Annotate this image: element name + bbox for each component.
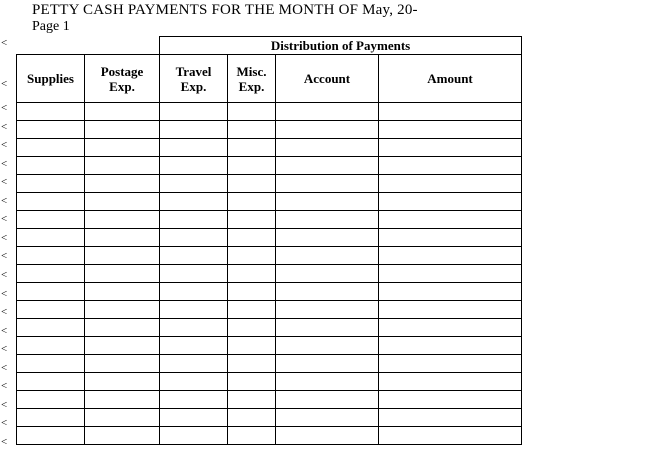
table-cell[interactable] [85,355,160,373]
table-cell[interactable] [379,211,522,229]
table-cell[interactable] [85,211,160,229]
table-cell[interactable] [379,319,522,337]
table-cell[interactable] [228,427,276,445]
table-cell[interactable] [17,427,85,445]
row-marker: < [1,213,8,226]
col-account: Account [276,55,379,103]
page-number: Page 1 [32,19,70,34]
row-marker: < [1,268,8,281]
table-cell[interactable] [379,139,522,157]
table-cell[interactable] [85,229,160,247]
table-cell[interactable] [160,283,228,301]
row-marker: < [1,176,8,189]
table-cell[interactable] [276,193,379,211]
table-cell[interactable] [379,121,522,139]
table-cell[interactable] [85,121,160,139]
table-cell[interactable] [379,337,522,355]
table-cell[interactable] [17,157,85,175]
table-cell[interactable] [17,409,85,427]
row-marker: < [1,343,8,356]
table-cell[interactable] [17,229,85,247]
table-row [17,301,522,319]
table-cell[interactable] [379,355,522,373]
table-cell[interactable] [276,409,379,427]
table-row [17,157,522,175]
row-marker: < [1,37,8,49]
table-cell[interactable] [379,409,522,427]
table-cell[interactable] [160,373,228,391]
col-misc: Misc. Exp. [228,55,276,103]
table-row [17,337,522,355]
table-row [17,409,522,427]
table-cell[interactable] [379,373,522,391]
table-cell[interactable] [17,103,85,121]
table-cell[interactable] [17,121,85,139]
table-cell[interactable] [379,391,522,409]
table-cell[interactable] [85,103,160,121]
table-cell[interactable] [228,301,276,319]
table-cell[interactable] [379,157,522,175]
table-cell[interactable] [228,103,276,121]
table-row [17,193,522,211]
row-marker: < [1,306,8,319]
table-cell[interactable] [379,103,522,121]
table-cell[interactable] [17,319,85,337]
table-cell[interactable] [85,319,160,337]
blank-header-cell [17,37,160,55]
table-cell[interactable] [17,301,85,319]
row-marker: < [1,139,8,152]
col-travel: Travel Exp. [160,55,228,103]
table-cell[interactable] [17,211,85,229]
row-marker: < [1,361,8,374]
table-cell[interactable] [276,265,379,283]
table-cell[interactable] [228,121,276,139]
table-cell[interactable] [160,139,228,157]
table-row [17,175,522,193]
table-cell[interactable] [160,247,228,265]
table-cell[interactable] [276,337,379,355]
row-marker: < [1,231,8,244]
row-marker: < [1,250,8,263]
table-cell[interactable] [228,229,276,247]
table-cell[interactable] [276,391,379,409]
table-cell[interactable] [276,427,379,445]
table-row [17,139,522,157]
table-cell[interactable] [276,283,379,301]
table-cell[interactable] [276,301,379,319]
table-cell[interactable] [160,229,228,247]
table-cell[interactable] [228,193,276,211]
row-marker: < [1,435,8,448]
row-marker: < [1,157,8,170]
col-supplies: Supplies [17,55,85,103]
row-marker: < [1,102,8,114]
table-cell[interactable] [17,193,85,211]
table-cell[interactable] [160,175,228,193]
table-cell[interactable] [228,283,276,301]
table-row [17,355,522,373]
table-row [17,391,522,409]
row-marker: < [1,287,8,300]
table-cell[interactable] [160,391,228,409]
table-cell[interactable] [276,355,379,373]
table-row [17,427,522,445]
table-cell[interactable] [228,247,276,265]
table-cell[interactable] [228,391,276,409]
page-title: PETTY CASH PAYMENTS FOR THE MONTH OF May, 20- [32,2,418,18]
table-row [17,319,522,337]
table-cell[interactable] [276,121,379,139]
row-marker: < [1,324,8,337]
table-cell[interactable] [17,355,85,373]
table-cell[interactable] [276,211,379,229]
table-cell[interactable] [160,211,228,229]
row-marker: < [1,78,8,90]
table-cell[interactable] [160,157,228,175]
table-cell[interactable] [85,427,160,445]
table-row [17,229,522,247]
table-cell[interactable] [228,157,276,175]
table-cell[interactable] [85,247,160,265]
table-cell[interactable] [379,427,522,445]
table-cell[interactable] [85,391,160,409]
table-cell[interactable] [228,139,276,157]
table-cell[interactable] [160,319,228,337]
table-cell[interactable] [276,247,379,265]
table-row [17,247,522,265]
table-cell[interactable] [276,103,379,121]
table-cell[interactable] [85,283,160,301]
table-cell[interactable] [17,337,85,355]
table-cell[interactable] [228,337,276,355]
table-cell[interactable] [276,319,379,337]
table-cell[interactable] [85,157,160,175]
table-cell[interactable] [160,193,228,211]
table-cell[interactable] [85,337,160,355]
table-cell[interactable] [17,175,85,193]
distribution-header: Distribution of Payments [160,37,522,55]
table-cell[interactable] [160,427,228,445]
table-row [17,373,522,391]
table-cell[interactable] [276,157,379,175]
table-cell[interactable] [17,247,85,265]
table-cell[interactable] [379,247,522,265]
table-cell[interactable] [379,229,522,247]
table-cell[interactable] [160,121,228,139]
table-cell[interactable] [85,301,160,319]
table-cell[interactable] [276,373,379,391]
table-cell[interactable] [17,265,85,283]
table-cell[interactable] [379,301,522,319]
petty-cash-table [16,36,522,445]
table-cell[interactable] [276,229,379,247]
row-marker: < [1,398,8,411]
row-marker: < [1,417,8,430]
table-cell[interactable] [379,283,522,301]
col-postage: Postage Exp. [85,55,160,103]
table-cell[interactable] [85,409,160,427]
table-cell[interactable] [379,175,522,193]
table-cell[interactable] [160,265,228,283]
row-marker: < [1,194,8,207]
column-header-row [17,55,522,103]
table-row [17,121,522,139]
table-cell[interactable] [160,301,228,319]
table-cell[interactable] [228,355,276,373]
table-cell[interactable] [379,265,522,283]
table-row [17,211,522,229]
table-cell[interactable] [85,175,160,193]
table-cell[interactable] [17,391,85,409]
table-cell[interactable] [85,265,160,283]
table-cell[interactable] [228,319,276,337]
row-marker: < [1,120,8,133]
table-cell[interactable] [228,265,276,283]
table-cell[interactable] [228,409,276,427]
table-cell[interactable] [160,409,228,427]
table-cell[interactable] [379,193,522,211]
table-cell[interactable] [17,283,85,301]
table-cell[interactable] [160,337,228,355]
table-row [17,103,522,121]
table-cell[interactable] [17,139,85,157]
col-amount: Amount [379,55,522,103]
table-cell[interactable] [276,139,379,157]
table-cell[interactable] [228,211,276,229]
row-marker: < [1,380,8,393]
table-row [17,265,522,283]
table-cell[interactable] [17,373,85,391]
table-cell[interactable] [160,355,228,373]
table-cell[interactable] [85,193,160,211]
table-cell[interactable] [228,175,276,193]
table-cell[interactable] [228,373,276,391]
table-cell[interactable] [85,139,160,157]
table-cell[interactable] [160,103,228,121]
table-cell[interactable] [85,373,160,391]
table-row [17,283,522,301]
table-cell[interactable] [276,175,379,193]
